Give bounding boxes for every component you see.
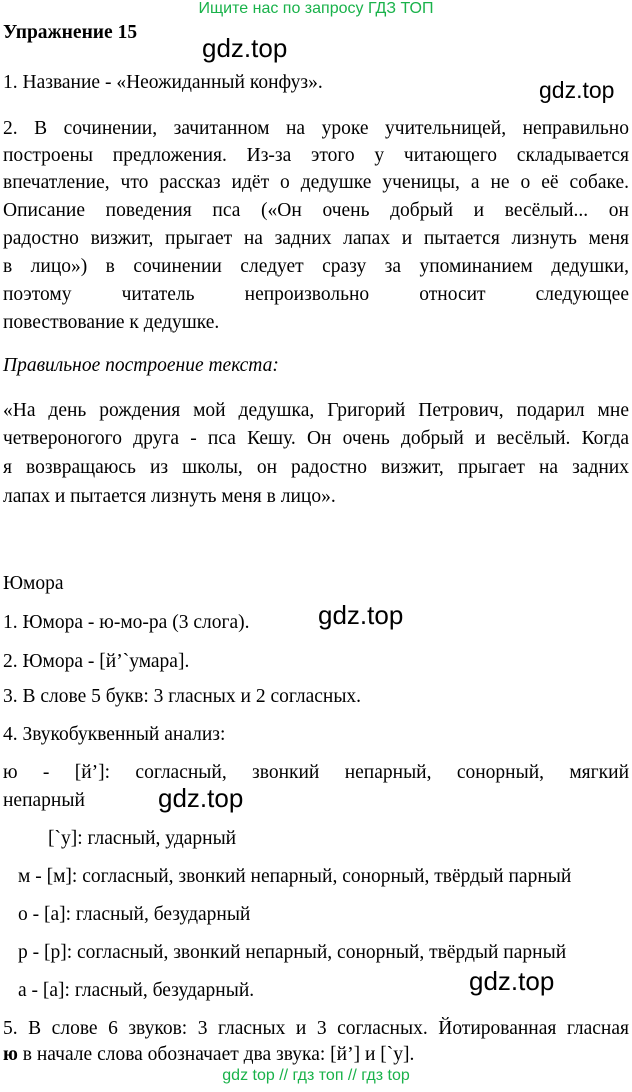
quote-line: я возвращаюсь из школы, он радостно визжит, прыгает на задних <box>3 457 629 478</box>
watermark-stamp: gdz.top <box>469 966 555 996</box>
watermark-stamp: gdz.top <box>318 600 404 630</box>
watermark-stamp: gdz.top <box>158 783 244 813</box>
exercise-title: Упражнение 15 <box>3 22 138 43</box>
top-watermark-banner[interactable]: Ищите нас по запросу ГДЗ ТОП <box>198 0 434 17</box>
paragraph-line: 2. В сочинении, зачитанном на уроке учительницей, неправильно <box>3 118 629 139</box>
paragraph-line: построены предложения. Из-за этого у читающего складывается <box>3 145 629 166</box>
paragraph-line: Описание поведения пса («Он очень добрый и весёлый... он <box>3 200 629 221</box>
analysis-item-1: 1. Юмора - ю-мо-ра (3 слога). <box>3 612 250 633</box>
word-heading: Юмора <box>3 573 64 594</box>
sound-line-u: [`у]: гласный, ударный <box>48 828 237 849</box>
analysis-item-2: 2. Юмора - [й’`умара]. <box>3 651 190 672</box>
sound-line-yu: ю - [й’]: согласный, звонкий непарный, сонорный, мягкий <box>3 762 629 783</box>
analysis-item-3: 3. В слове 5 букв: 3 гласных и 2 согласных. <box>3 686 362 707</box>
sound-line-a: а - [а]: гласный, безударный. <box>18 980 255 1001</box>
paragraph-line: в лицо») в сочинении следует сразу за упоминанием дедушки, <box>3 256 629 277</box>
quote-line: лапах и пытается лизнуть меня в лицо». <box>3 486 336 507</box>
paragraph-line: повествование к дедушке. <box>3 312 220 333</box>
bottom-watermark-banner[interactable]: gdz top // гдз топ // гдз top <box>222 1067 410 1084</box>
quote-line: четвероногого друга - пса Кешу. Он очень добрый и весёлый. Когда <box>3 428 629 449</box>
sound-line-r: р - [р]: согласный, звонкий непарный, сонорный, твёрдый парный <box>18 942 567 963</box>
paragraph-line: радостно визжит, прыгает на задних лапах и пытается лизнуть меня <box>3 228 629 249</box>
watermark-stamp: gdz.top <box>202 33 288 63</box>
analysis-item-5: 5. В слове 6 звуков: 3 гласных и 3 согласных. Йотированная гласная <box>3 1018 629 1039</box>
quote-line: «На день рождения мой дедушка, Григорий Петрович, подарил мне <box>3 400 629 421</box>
correct-heading: Правильное построение текста: <box>3 355 279 376</box>
item-1: 1. Название - «Неожиданный конфуз». <box>3 72 323 93</box>
analysis-item-5-cont <box>3 1044 414 1066</box>
analysis-item-5-text: в начале слова обозначает два звука: [й’] и [`у]. <box>17 1044 415 1065</box>
paragraph-line: поэтому читатель непроизвольно относит следующее <box>3 284 629 305</box>
bold-letter: ю <box>3 1044 18 1065</box>
paragraph-line: впечатление, что рассказ идёт о дедушке ученицы, а не о её собаке. <box>3 172 629 193</box>
watermark-stamp: gdz.top <box>539 77 615 103</box>
sound-line-yu-cont: непарный <box>3 790 85 811</box>
sound-line-o: о - [а]: гласный, безударный <box>18 904 251 925</box>
analysis-item-4: 4. Звукобуквенный анализ: <box>3 724 226 745</box>
sound-line-m: м - [м]: согласный, звонкий непарный, сонорный, твёрдый парный <box>18 866 572 887</box>
